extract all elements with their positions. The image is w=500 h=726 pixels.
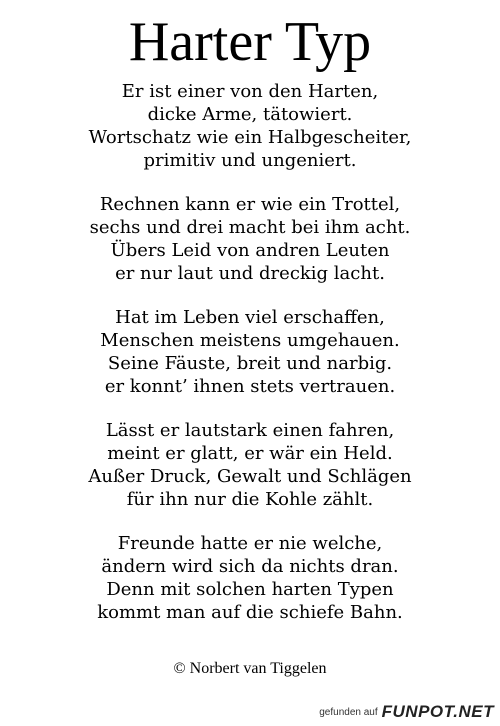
poem-line: ändern wird sich da nichts dran. <box>101 556 399 577</box>
poem-line: kommt man auf die schiefe Bahn. <box>97 602 403 623</box>
poem-line: Außer Druck, Gewalt und Schlägen <box>88 466 412 487</box>
poem-title: Harter Typ <box>128 11 372 73</box>
poem-line: Denn mit solchen harten Typen <box>106 579 394 600</box>
poem-line: meint er glatt, er wär ein Held. <box>107 443 393 464</box>
poem-body <box>0 80 500 645</box>
watermark-logo: FUNPOT.NET <box>381 702 494 721</box>
stanza-2 <box>0 193 500 285</box>
stanza-3 <box>0 306 500 398</box>
watermark-prefix: gefunden auf <box>319 706 378 718</box>
poem-line: Übers Leid von andren Leuten <box>110 240 390 261</box>
poem-line: Menschen meistens umgehauen. <box>100 330 400 351</box>
watermark <box>319 702 494 722</box>
poem-line: sechs und drei macht bei ihm acht. <box>89 217 411 238</box>
stanza-4 <box>0 419 500 511</box>
poem-line: Freunde hatte er nie welche, <box>117 533 383 554</box>
author-credit: © Norbert van Tiggelen <box>173 660 327 677</box>
poem-line: für ihn nur die Kohle zählt. <box>126 489 374 510</box>
poem-line: Seine Fäuste, breit und narbig. <box>107 353 393 374</box>
poem-line: Hat im Leben viel erschaffen, <box>115 307 385 328</box>
poem-line: Wortschatz wie ein Halbgescheiter, <box>88 127 412 148</box>
poem-line: dicke Arme, tätowiert. <box>147 104 353 125</box>
poem-line: Rechnen kann er wie ein Trottel, <box>99 194 401 215</box>
stanza-5 <box>0 532 500 624</box>
poem-line: primitiv und ungeniert. <box>143 150 357 171</box>
poem-line: Er ist einer von den Harten, <box>121 81 379 102</box>
poem-line: er nur laut und dreckig lacht. <box>115 263 385 284</box>
poem-line: Lässt er lautstark einen fahren, <box>105 420 395 441</box>
stanza-1 <box>0 80 500 172</box>
poem-line: er konnt’ ihnen stets vertrauen. <box>104 376 396 397</box>
